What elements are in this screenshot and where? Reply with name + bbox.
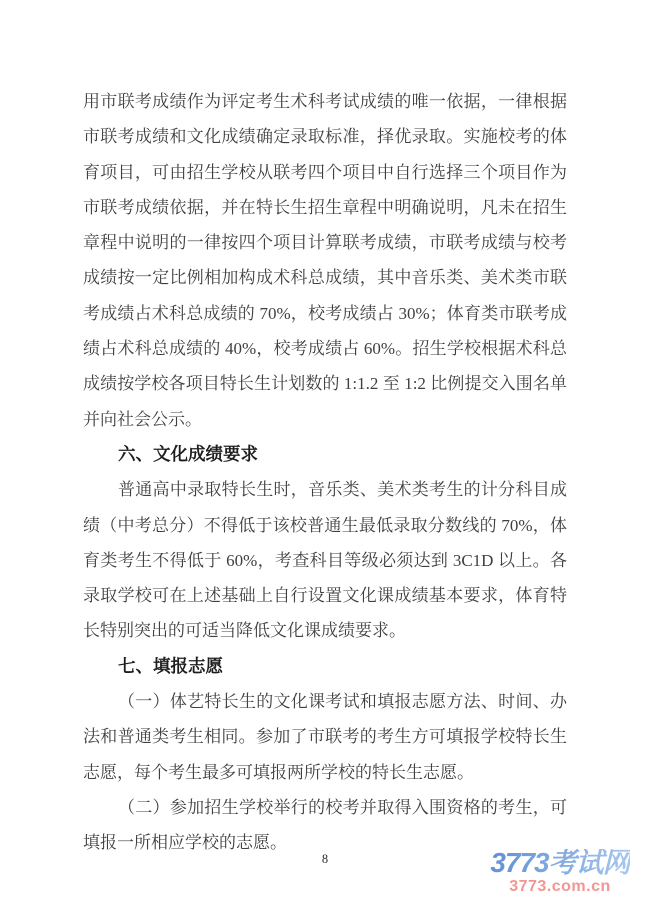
- body-line: 绩（中考总分）不得低于该校普通生最低录取分数线的 70%，体: [83, 515, 567, 535]
- body-line: 并向社会公示。: [83, 409, 202, 429]
- document-text-block: [83, 84, 567, 861]
- body-line: 用市联考成绩作为评定考生术科考试成绩的唯一依据，一律根据: [83, 92, 567, 111]
- body-line: 法和普通类考生相同。参加了市联考的考生方可填报学校特长生: [83, 727, 567, 747]
- page-number: 8: [321, 852, 329, 866]
- body-line: 志愿，每个考生最多可填报两所学校的特长生志愿。: [83, 762, 474, 782]
- body-line: （二）参加招生学校举行的校考并取得入围资格的考生，可: [118, 797, 567, 817]
- body-line: 章程中说明的一律按四个项目计算联考成绩，市联考成绩与校考: [83, 233, 567, 253]
- body-line: 绩占术科总成绩的 40%，校考成绩占 60%。招生学校根据术科总: [83, 339, 567, 359]
- watermark-site-url: 3773.com.cn: [509, 878, 611, 895]
- body-line: 育项目，可由招生学校从联考四个项目中自行选择三个项目作为: [83, 162, 567, 182]
- body-line: 填报一所相应学校的志愿。: [83, 833, 287, 853]
- body-line: 成绩按一定比例相加构成术科总成绩，其中音乐类、美术类市联: [83, 268, 567, 288]
- body-line: 市联考成绩和文化成绩确定录取标准，择优录取。实施校考的体: [83, 127, 567, 147]
- body-line: （一）体艺特长生的文化课考试和填报志愿方法、时间、办: [118, 692, 567, 712]
- watermark-site-name: 3773考试网: [490, 847, 630, 878]
- body-line: 育类考生不得低于 60%，考查科目等级必须达到 3C1D 以上。各: [83, 550, 567, 570]
- body-line: 成绩按学校各项目特长生计划数的 1:1.2 至 1:2 比例提交入围名单: [83, 374, 567, 394]
- body-line: 市联考成绩依据，并在特长生招生章程中明确说明，凡未在招生: [83, 197, 567, 217]
- section-heading-culture-score: 六、文化成绩要求: [118, 443, 258, 464]
- body-line: 长特别突出的可适当降低文化课成绩要求。: [83, 621, 406, 641]
- body-line: 普通高中录取特长生时，音乐类、美术类考生的计分科目成: [118, 480, 567, 500]
- body-line: 录取学校可在上述基础上自行设置文化课成绩基本要求，体育特: [83, 586, 567, 606]
- body-line: 考成绩占术科总成绩的 70%，校考成绩占 30%；体育类市联考成: [83, 303, 567, 323]
- section-heading-apply-volunteer: 七、填报志愿: [118, 655, 223, 676]
